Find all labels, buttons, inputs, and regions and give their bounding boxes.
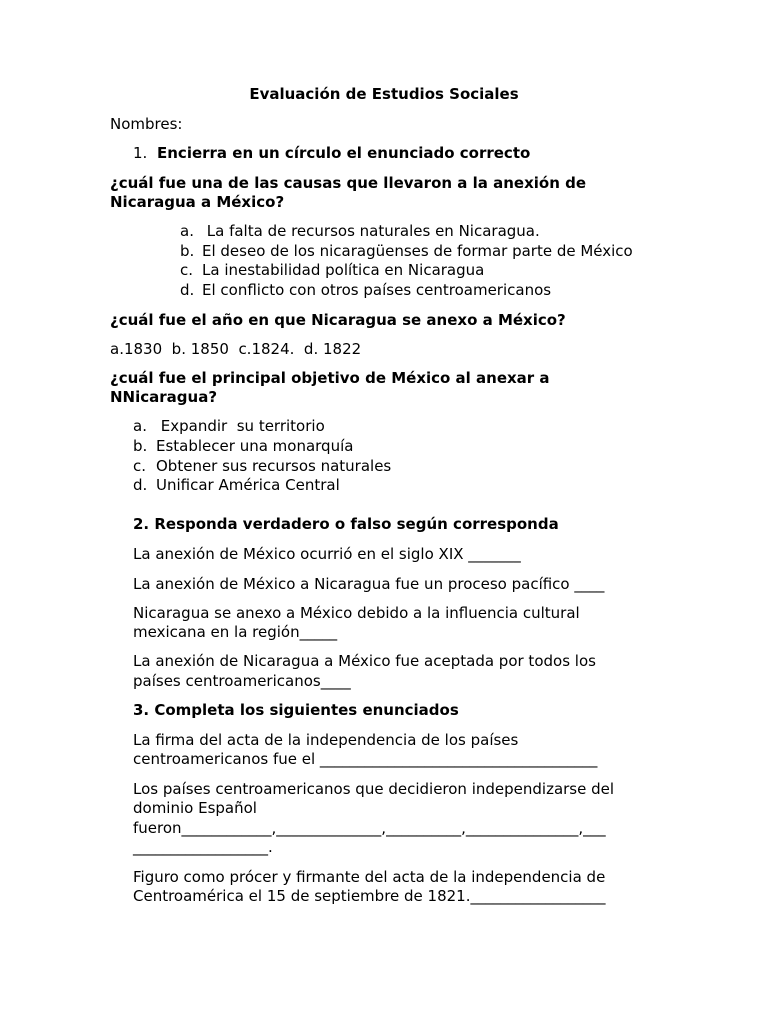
q3-option-text: Establecer una monarquía <box>156 437 354 455</box>
fill-item-line3: fueron____________,______________,__________,_______________,___ <box>133 819 606 837</box>
q3-option-marker: b. <box>133 437 148 455</box>
q1-option-marker: d. <box>180 281 195 299</box>
q3-option-text: Unificar América Central <box>156 476 340 494</box>
q3-text-line2: NNicaragua? <box>110 388 218 406</box>
section3-heading: 3. Completa los siguientes enunciados <box>133 701 459 719</box>
tf-item-line2: países centroamericanos____ <box>133 672 351 690</box>
q1-option-text: La falta de recursos naturales en Nicaragua. <box>202 222 540 240</box>
q1-option-text: El deseo de los nicaragüenses de formar parte de México <box>202 242 633 260</box>
tf-item: La anexión de México ocurrió en el siglo XIX _______ <box>133 545 521 563</box>
q1-option-text: La inestabilidad política en Nicaragua <box>202 261 485 279</box>
fill-item: Figuro como prócer y firmante del acta de la independencia de <box>133 868 606 886</box>
q3-option-text: Expandir su territorio <box>156 417 325 435</box>
q1-option-marker: b. <box>180 242 195 260</box>
q3-text-line1: ¿cuál fue el principal objetivo de México al anexar a <box>110 369 550 387</box>
q1-text-line2: Nicaragua a México? <box>110 193 285 211</box>
section2-heading: 2. Responda verdadero o falso según corresponda <box>133 515 559 533</box>
q3-option-marker: c. <box>133 457 147 475</box>
document-title: Evaluación de Estudios Sociales <box>249 85 519 103</box>
q1-text-line1: ¿cuál fue una de las causas que llevaron a la anexión de <box>110 174 587 192</box>
q1-option-text: El conflicto con otros países centroamericanos <box>202 281 552 299</box>
q2-answers: a.1830 b. 1850 c.1824. d. 1822 <box>110 340 362 358</box>
fill-item-line4: __________________. <box>133 838 273 856</box>
q3-option-marker: a. <box>133 417 147 435</box>
tf-item: Nicaragua se anexo a México debido a la influencia cultural <box>133 604 580 622</box>
fill-item-line2: dominio Español <box>133 799 257 817</box>
q3-option-text: Obtener sus recursos naturales <box>156 457 392 475</box>
tf-item: La anexión de Nicaragua a México fue aceptada por todos los <box>133 652 596 670</box>
fill-item-line2: centroamericanos fue el _____________________________________ <box>133 750 598 768</box>
nombres-label: Nombres: <box>110 115 183 133</box>
section1-heading: Encierra en un círculo el enunciado correcto <box>157 144 531 162</box>
q1-option-marker: a. <box>180 222 194 240</box>
tf-item: La anexión de México a Nicaragua fue un proceso pacífico ____ <box>133 575 605 593</box>
fill-item-line2: Centroamérica el 15 de septiembre de 1821.__________________ <box>133 887 606 905</box>
fill-item: La firma del acta de la independencia de los países <box>133 731 519 749</box>
tf-item-line2: mexicana en la región_____ <box>133 623 338 641</box>
section1-number: 1. <box>133 144 148 162</box>
q3-option-marker: d. <box>133 476 148 494</box>
q2-text: ¿cuál fue el año en que Nicaragua se anexo a México? <box>110 311 566 329</box>
fill-item: Los países centroamericanos que decidieron independizarse del <box>133 780 615 798</box>
q1-option-marker: c. <box>180 261 194 279</box>
